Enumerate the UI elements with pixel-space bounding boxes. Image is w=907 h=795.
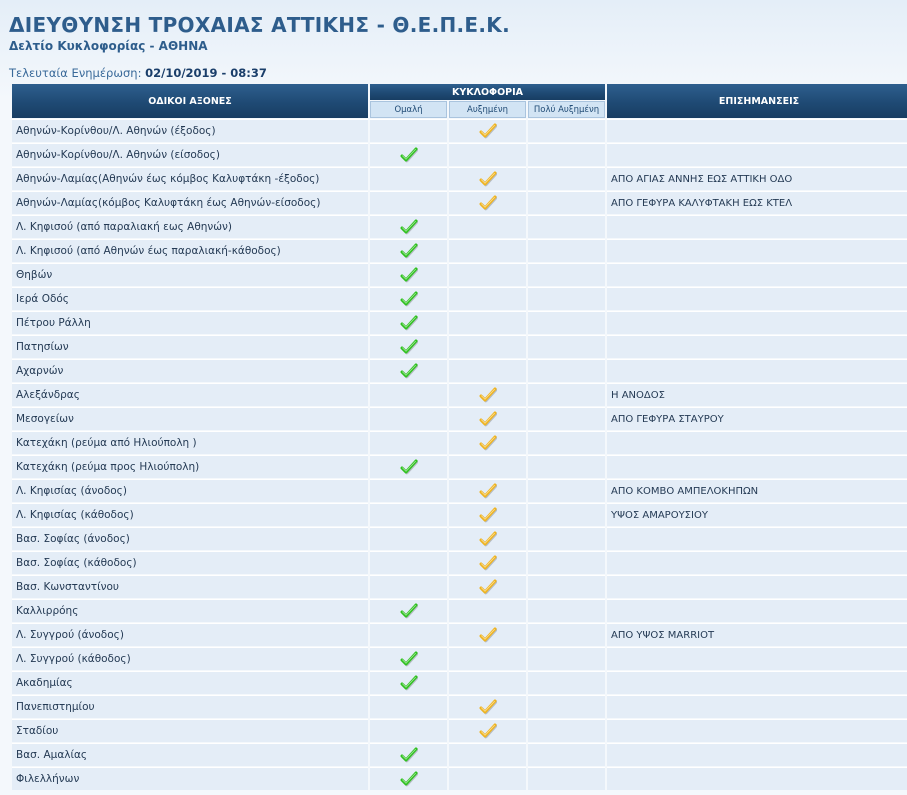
status-cell-very-increased (528, 743, 605, 766)
table-row (12, 599, 907, 622)
page-subtitle: Δελτίο Κυκλοφορίας - ΑΘΗΝΑ (9, 39, 208, 53)
road-note (607, 335, 907, 358)
last-updated (9, 66, 267, 80)
table-row (12, 767, 907, 790)
road-name: Λ. Συγγρού (άνοδος) (12, 623, 368, 646)
status-cell-very-increased (528, 695, 605, 718)
status-cell-increased (449, 143, 526, 166)
road-note: ΑΠΟ ΓΕΦΥΡΑ ΣΤΑΥΡΟΥ (607, 407, 907, 430)
status-cell-very-increased (528, 119, 605, 142)
status-cell-smooth (370, 143, 447, 166)
road-name: Καλλιρρόης (12, 599, 368, 622)
status-cell-smooth (370, 647, 447, 670)
status-cell-increased (449, 671, 526, 694)
orange-checkmark-icon (479, 530, 497, 548)
traffic-rows (12, 119, 907, 790)
road-note: ΑΠΟ ΑΓΙΑΣ ΑΝΝΗΣ ΕΩΣ ΑΤΤΙΚΗ ΟΔΟ (607, 167, 907, 190)
status-cell-smooth (370, 215, 447, 238)
road-name: Αλεξάνδρας (12, 383, 368, 406)
status-cell-very-increased (528, 647, 605, 670)
road-note: Η ΑΝΟΔΟΣ (607, 383, 907, 406)
road-note: ΑΠΟ ΥΨΟΣ MARRIOT (607, 623, 907, 646)
green-checkmark-icon (400, 770, 418, 788)
road-name: Σταδίου (12, 719, 368, 742)
status-cell-smooth (370, 479, 447, 502)
status-cell-increased (449, 407, 526, 430)
green-checkmark-icon (400, 674, 418, 692)
status-cell-very-increased (528, 503, 605, 526)
green-checkmark-icon (400, 650, 418, 668)
green-checkmark-icon (400, 290, 418, 308)
status-cell-smooth (370, 767, 447, 790)
table-row (12, 671, 907, 694)
table-row (12, 623, 907, 646)
road-name: Βασ. Σοφίας (κάθοδος) (12, 551, 368, 574)
road-name: Λ. Κηφισίας (κάθοδος) (12, 503, 368, 526)
table-row (12, 191, 907, 214)
road-name: Πέτρου Ράλλη (12, 311, 368, 334)
smooth-header: Ομαλή (370, 101, 447, 118)
status-cell-very-increased (528, 239, 605, 262)
road-note (607, 599, 907, 622)
table-row (12, 455, 907, 478)
table-row (12, 119, 907, 142)
road-note (607, 143, 907, 166)
green-checkmark-icon (400, 362, 418, 380)
status-cell-increased (449, 455, 526, 478)
table-row (12, 263, 907, 286)
status-cell-increased (449, 431, 526, 454)
table-row (12, 287, 907, 310)
table-row (12, 479, 907, 502)
status-cell-smooth (370, 743, 447, 766)
status-cell-increased (449, 599, 526, 622)
status-cell-very-increased (528, 455, 605, 478)
status-cell-increased (449, 575, 526, 598)
status-cell-increased (449, 359, 526, 382)
status-cell-smooth (370, 359, 447, 382)
status-cell-increased (449, 647, 526, 670)
road-name: Αθηνών-Λαμίας(κόμβος Καλυφτάκη έως Αθηνών-είσοδος) (12, 191, 368, 214)
status-cell-increased (449, 479, 526, 502)
status-cell-increased (449, 719, 526, 742)
status-cell-smooth (370, 287, 447, 310)
road-name: Βασ. Κωνσταντίνου (12, 575, 368, 598)
green-checkmark-icon (400, 746, 418, 764)
status-cell-very-increased (528, 719, 605, 742)
status-cell-smooth (370, 719, 447, 742)
table-row (12, 647, 907, 670)
status-cell-smooth (370, 311, 447, 334)
table-row (12, 719, 907, 742)
orange-checkmark-icon (479, 434, 497, 452)
green-checkmark-icon (400, 218, 418, 236)
page-header (9, 12, 899, 53)
table-row (12, 695, 907, 718)
status-cell-very-increased (528, 431, 605, 454)
status-cell-smooth (370, 335, 447, 358)
roads-header: ΟΔΙΚΟΙ ΑΞΟΝΕΣ (12, 84, 368, 118)
status-cell-very-increased (528, 527, 605, 550)
road-note (607, 671, 907, 694)
status-cell-smooth (370, 503, 447, 526)
notes-header: ΕΠΙΣΗΜΑΝΣΕΙΣ (607, 84, 907, 118)
road-note (607, 287, 907, 310)
status-cell-increased (449, 383, 526, 406)
orange-checkmark-icon (479, 386, 497, 404)
status-cell-increased (449, 503, 526, 526)
last-updated-value: 02/10/2019 - 08:37 (145, 66, 267, 80)
road-note (607, 647, 907, 670)
road-name: Πατησίων (12, 335, 368, 358)
table-row (12, 143, 907, 166)
road-name: Λ. Συγγρού (κάθοδος) (12, 647, 368, 670)
table-row (12, 335, 907, 358)
status-cell-smooth (370, 599, 447, 622)
road-name: Αθηνών-Λαμίας(Αθηνών έως κόμβος Καλυφτάκη -έξοδος) (12, 167, 368, 190)
status-cell-smooth (370, 551, 447, 574)
green-checkmark-icon (400, 314, 418, 332)
status-cell-very-increased (528, 671, 605, 694)
status-cell-very-increased (528, 143, 605, 166)
road-note (607, 263, 907, 286)
status-cell-smooth (370, 527, 447, 550)
status-cell-very-increased (528, 767, 605, 790)
green-checkmark-icon (400, 266, 418, 284)
table-row (12, 311, 907, 334)
status-cell-increased (449, 743, 526, 766)
traffic-table (10, 83, 907, 791)
status-cell-increased (449, 191, 526, 214)
green-checkmark-icon (400, 338, 418, 356)
status-cell-smooth (370, 431, 447, 454)
road-name: Ιερά Οδός (12, 287, 368, 310)
road-name: Αχαρνών (12, 359, 368, 382)
status-cell-very-increased (528, 407, 605, 430)
table-row (12, 575, 907, 598)
road-name: Λ. Κηφισού (από παραλιακή εως Αθηνών) (12, 215, 368, 238)
status-cell-smooth (370, 239, 447, 262)
status-cell-smooth (370, 119, 447, 142)
road-name: Αθηνών-Κορίνθου/Λ. Αθηνών (είσοδος) (12, 143, 368, 166)
status-cell-smooth (370, 695, 447, 718)
road-note (607, 215, 907, 238)
status-cell-smooth (370, 167, 447, 190)
road-name: Ακαδημίας (12, 671, 368, 694)
orange-checkmark-icon (479, 170, 497, 188)
road-name: Φιλελλήνων (12, 767, 368, 790)
status-cell-very-increased (528, 551, 605, 574)
orange-checkmark-icon (479, 554, 497, 572)
green-checkmark-icon (400, 458, 418, 476)
status-cell-increased (449, 239, 526, 262)
table-row (12, 215, 907, 238)
table-row (12, 527, 907, 550)
status-cell-increased (449, 551, 526, 574)
road-name: Βασ. Αμαλίας (12, 743, 368, 766)
table-row (12, 359, 907, 382)
status-cell-very-increased (528, 191, 605, 214)
status-cell-increased (449, 311, 526, 334)
status-cell-very-increased (528, 167, 605, 190)
status-cell-very-increased (528, 575, 605, 598)
orange-checkmark-icon (479, 506, 497, 524)
status-cell-very-increased (528, 599, 605, 622)
page-title: ΔΙΕΥΘΥΝΣΗ ΤΡΟΧΑΙΑΣ ΑΤΤΙΚΗΣ - Θ.Ε.Π.Ε.Κ. (9, 13, 510, 37)
orange-checkmark-icon (479, 578, 497, 596)
status-cell-very-increased (528, 359, 605, 382)
status-cell-very-increased (528, 215, 605, 238)
status-cell-very-increased (528, 479, 605, 502)
road-note (607, 431, 907, 454)
status-cell-smooth (370, 191, 447, 214)
status-cell-increased (449, 623, 526, 646)
status-cell-increased (449, 335, 526, 358)
road-name: Βασ. Σοφίας (άνοδος) (12, 527, 368, 550)
road-note (607, 119, 907, 142)
status-cell-smooth (370, 671, 447, 694)
road-note (607, 359, 907, 382)
road-name: Αθηνών-Κορίνθου/Λ. Αθηνών (έξοδος) (12, 119, 368, 142)
increased-header: Αυξημένη (449, 101, 526, 118)
status-cell-very-increased (528, 335, 605, 358)
table-row (12, 503, 907, 526)
road-note (607, 527, 907, 550)
road-note (607, 719, 907, 742)
status-cell-very-increased (528, 623, 605, 646)
status-cell-very-increased (528, 383, 605, 406)
road-note (607, 743, 907, 766)
table-row (12, 431, 907, 454)
traffic-header: ΚΥΚΛΟΦΟΡΙΑ (370, 84, 605, 100)
status-cell-smooth (370, 407, 447, 430)
status-cell-smooth (370, 383, 447, 406)
status-cell-very-increased (528, 311, 605, 334)
road-name: Πανεπιστημίου (12, 695, 368, 718)
status-cell-increased (449, 119, 526, 142)
road-note (607, 455, 907, 478)
orange-checkmark-icon (479, 626, 497, 644)
status-cell-increased (449, 215, 526, 238)
road-name: Λ. Κηφισίας (άνοδος) (12, 479, 368, 502)
orange-checkmark-icon (479, 482, 497, 500)
orange-checkmark-icon (479, 410, 497, 428)
road-note (607, 767, 907, 790)
orange-checkmark-icon (479, 194, 497, 212)
road-note (607, 239, 907, 262)
table-row (12, 383, 907, 406)
road-note (607, 311, 907, 334)
table-row (12, 743, 907, 766)
orange-checkmark-icon (479, 122, 497, 140)
table-row (12, 239, 907, 262)
road-name: Κατεχάκη (ρεύμα προς Ηλιούπολη) (12, 455, 368, 478)
road-note (607, 695, 907, 718)
status-cell-very-increased (528, 263, 605, 286)
status-cell-increased (449, 527, 526, 550)
road-note (607, 551, 907, 574)
very-increased-header: Πολύ Αυξημένη (528, 101, 605, 118)
road-name: Κατεχάκη (ρεύμα από Ηλιούπολη ) (12, 431, 368, 454)
status-cell-smooth (370, 263, 447, 286)
road-name: Μεσογείων (12, 407, 368, 430)
green-checkmark-icon (400, 602, 418, 620)
road-note: ΑΠΟ ΓΕΦΥΡΑ ΚΑΛΥΦΤΑΚΗ ΕΩΣ ΚΤΕΛ (607, 191, 907, 214)
green-checkmark-icon (400, 242, 418, 260)
status-cell-smooth (370, 623, 447, 646)
last-updated-label: Τελευταία Ενημέρωση: (9, 66, 142, 80)
status-cell-smooth (370, 575, 447, 598)
status-cell-increased (449, 767, 526, 790)
status-cell-increased (449, 167, 526, 190)
status-cell-smooth (370, 455, 447, 478)
road-note: ΥΨΟΣ ΑΜΑΡΟΥΣΙΟΥ (607, 503, 907, 526)
road-name: Θηβών (12, 263, 368, 286)
road-name: Λ. Κηφισού (από Αθηνών έως παραλιακή-κάθοδος) (12, 239, 368, 262)
orange-checkmark-icon (479, 698, 497, 716)
status-cell-increased (449, 695, 526, 718)
status-cell-increased (449, 287, 526, 310)
orange-checkmark-icon (479, 722, 497, 740)
table-row (12, 551, 907, 574)
road-note (607, 575, 907, 598)
road-note: ΑΠΟ ΚΟΜΒΟ ΑΜΠΕΛΟΚΗΠΩΝ (607, 479, 907, 502)
green-checkmark-icon (400, 146, 418, 164)
status-cell-increased (449, 263, 526, 286)
table-row (12, 407, 907, 430)
table-row (12, 167, 907, 190)
status-cell-very-increased (528, 287, 605, 310)
